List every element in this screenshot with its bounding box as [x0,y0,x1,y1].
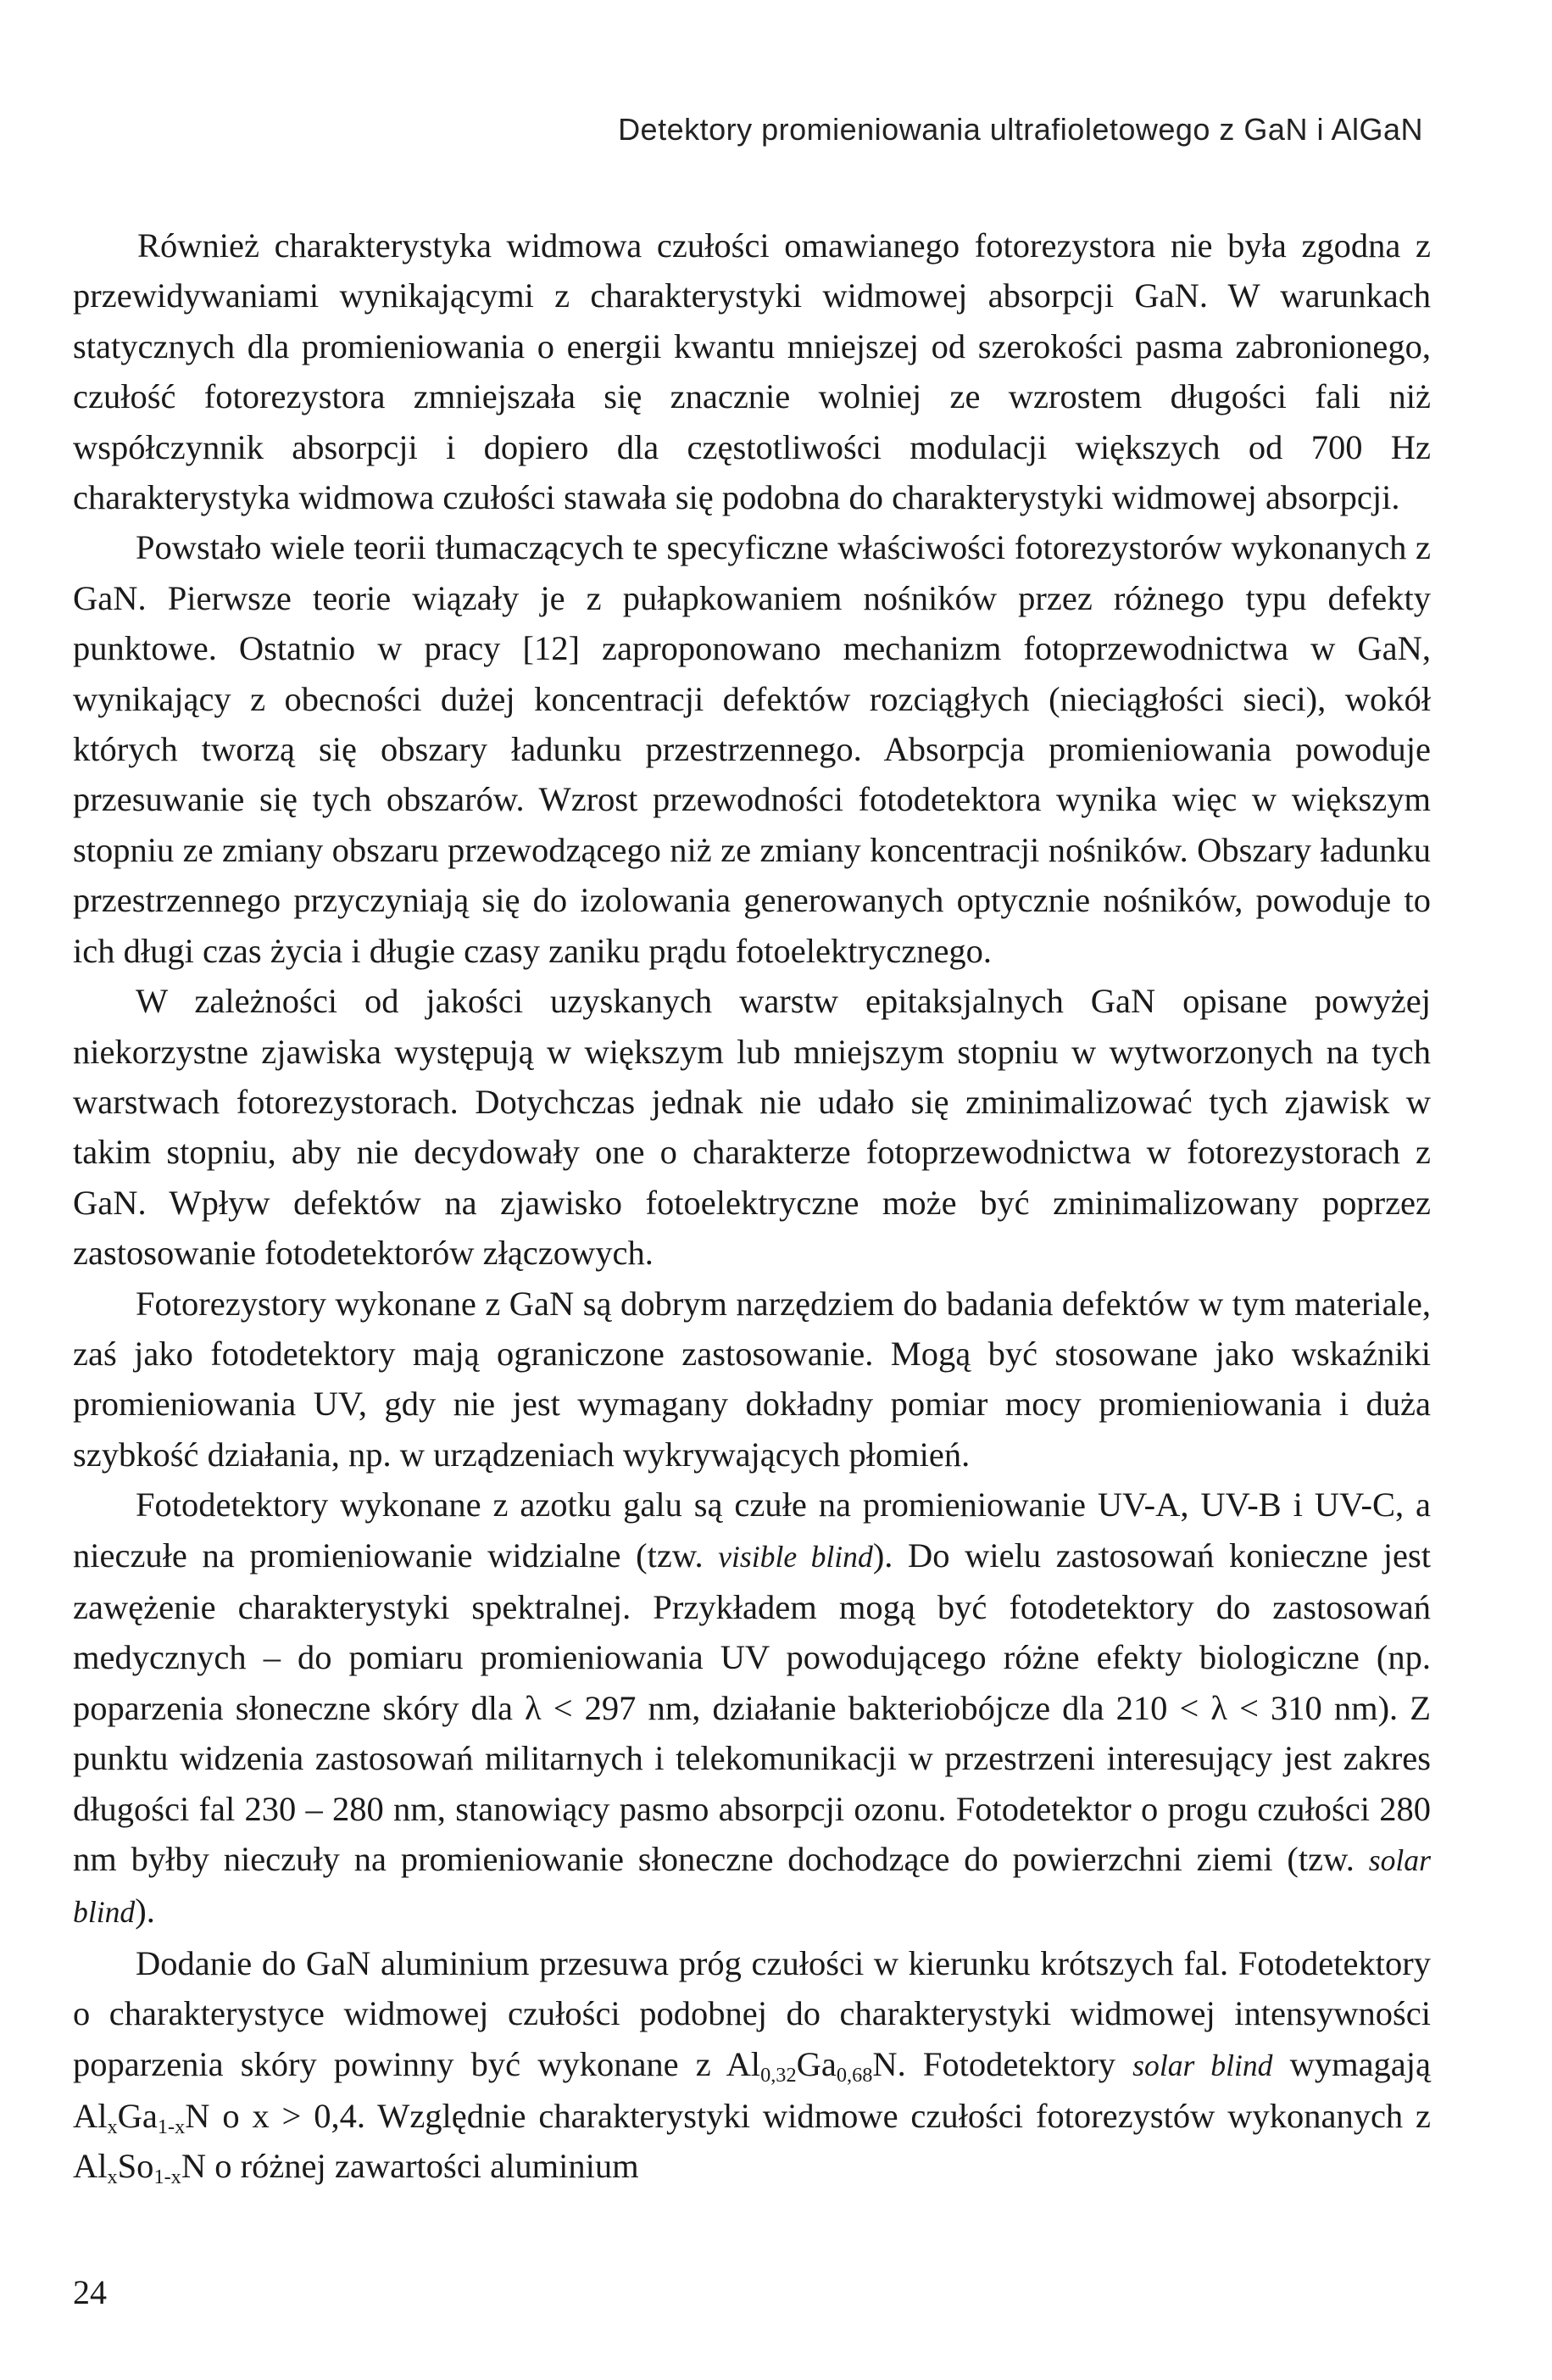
paragraph-6-text-2: Ga [796,2044,837,2083]
paragraph-2: Powstało wiele teorii tłumaczących te specyficzne właściwości fotorezystorów wykonanych z GaN. Pierwsze teorie wiązały je z pułapkowaniem nośników przez różnego typu defekty punktowe. Ostatnio w pracy [12] zaproponowano mechanizm fotoprzewodnictwa w GaN, wynikający z obecności dużej koncentracji defektów rozciągłych (nieciągłości sieci), wokół których tworzą się obszary ładunku przestrzennego. Absorpcja promieniowania powoduje przesuwanie się tych obszarów. Wzrost przewodności fotodetektora wynika więc w większym stopniu ze zmiany obszaru przewodzącego niż ze zmiany koncentracji nośników. Obszary ładunku przestrzennego przyczyniają się do izolowania generowanych optycznie nośników, powoduje to ich długi czas życia i długie czasy zaniku prądu fotoelektrycznego. [73,528,1431,970]
paragraph-6-text-1: Dodanie do GaN aluminium przesuwa próg czułości w kierunku krótszych fal. Fotodetektory o charakterystyce widmowej czułości podobnej do charakterystyki widmowej intensywności poparzenia skóry powinny być wykonane z Al [73,1943,1431,2083]
running-header: Detektory promieniowania ultrafioletowego z GaN i AlGaN [618,112,1423,147]
body-text [73,220,1431,2192]
paragraph-4: Fotorezystory wykonane z GaN są dobrym narzędziem do badania defektów w tym materiale, zaś jako fotodetektory mają ograniczone zastosowanie. Mogą być stosowane jako wskaźniki promieniowania UV, gdy nie jest wymagany dokładny pomiar mocy promieniowania i duża szybkość działania, np. w urządzeniach wykrywających płomień. [73,1284,1431,1474]
subscript: 0,32 [760,2063,797,2087]
paragraph-6 [73,1938,1431,2192]
subscript: x [107,2165,118,2189]
italic-term-solar-blind: solar blind [73,1843,1431,1930]
paragraph-5-text-3: ). [135,1892,155,1931]
paragraph-6-text-6: N o x > 0,4. Względnie charakterystyki widmowe czułości fotorezystów wykonanych z Al [73,2097,1431,2186]
subscript: 1-x [153,2165,181,2189]
paragraph-3: W zależności od jakości uzyskanych warstw epitaksjalnych GaN opisane powyżej niekorzystne zjawiska występują w większym lub mniejszym stopniu w wytworzonych na tych warstwach fotorezystorach. Dotychczas jednak nie udało się zminimalizować tych zjawisk w takim stopniu, aby nie decydowały one o charakterze fotoprzewodnictwa w fotorezystorach z GaN. Wpływ defektów na zjawisko fotoelektryczne może być zminimalizowany poprzez zastosowanie fotodetektorów złączowych. [73,982,1431,1273]
page-number: 24 [73,2273,107,2311]
paragraph-6-text-7: So [117,2147,154,2186]
subscript: 1-x [157,2115,186,2138]
paragraph-6-text-3: N. Fotodetektory [872,2044,1133,2083]
paragraph-6-text-5: Ga [117,2097,158,2136]
paragraph-6-text-8: N o różnej zawartości aluminium [181,2147,639,2186]
subscript: 0,68 [836,2063,873,2087]
paragraph-5 [73,1480,1431,1938]
paragraph-6-text-4: wymagają Al [73,2044,1432,2136]
paragraph-5-text-2: ). Do wielu zastosowań konieczne jest zawężenie charakterystyki spektralnej. Przykładem mogą być fotodetektory do zastosowań medycznych – do pomiaru promieniowania UV powodującego różne efekty biologiczne (np. poparzenia słoneczne skóry dla λ < 297 nm, działanie bakteriobójcze dla 210 < λ < 310 nm). Z punktu widzenia zastosowań militarnych i telekomunikacji w przestrzeni interesujący jest zakres długości fal 230 – 280 nm, stanowiący pasmo absorpcji ozonu. Fotodetektor o progu czułości 280 nm byłby nieczuły na promieniowanie słoneczne dochodzące do powierzchni ziemi (tzw. [73,1536,1431,1878]
italic-term-solar-blind: solar blind [1132,2048,1273,2082]
subscript: x [107,2115,118,2138]
paragraph-5-text-1: Fotodetektory wykonane z azotku galu są czułe na promieniowanie UV-A, UV-B i UV-C, a nieczułe na promieniowanie widzialne (tzw. [73,1485,1431,1575]
italic-term-visible-blind: visible blind [718,1539,873,1574]
paragraph-1: Również charakterystyka widmowa czułości omawianego fotorezystora nie była zgodna z przewidywaniami wynikającymi z charakterystyki widmowej absorpcji GaN. W warunkach statycznych dla promieniowania o energii kwantu mniejszej od szerokości pasma zabronionego, czułość fotorezystora zmniejszała się znacznie wolniej ze wzrostem długości fali niż współczynnik absorpcji i dopiero dla częstotliwości modulacji większych od 700 Hz charakterystyka widmowa czułości stawała się podobna do charakterystyki widmowej absorpcji. [73,226,1431,517]
